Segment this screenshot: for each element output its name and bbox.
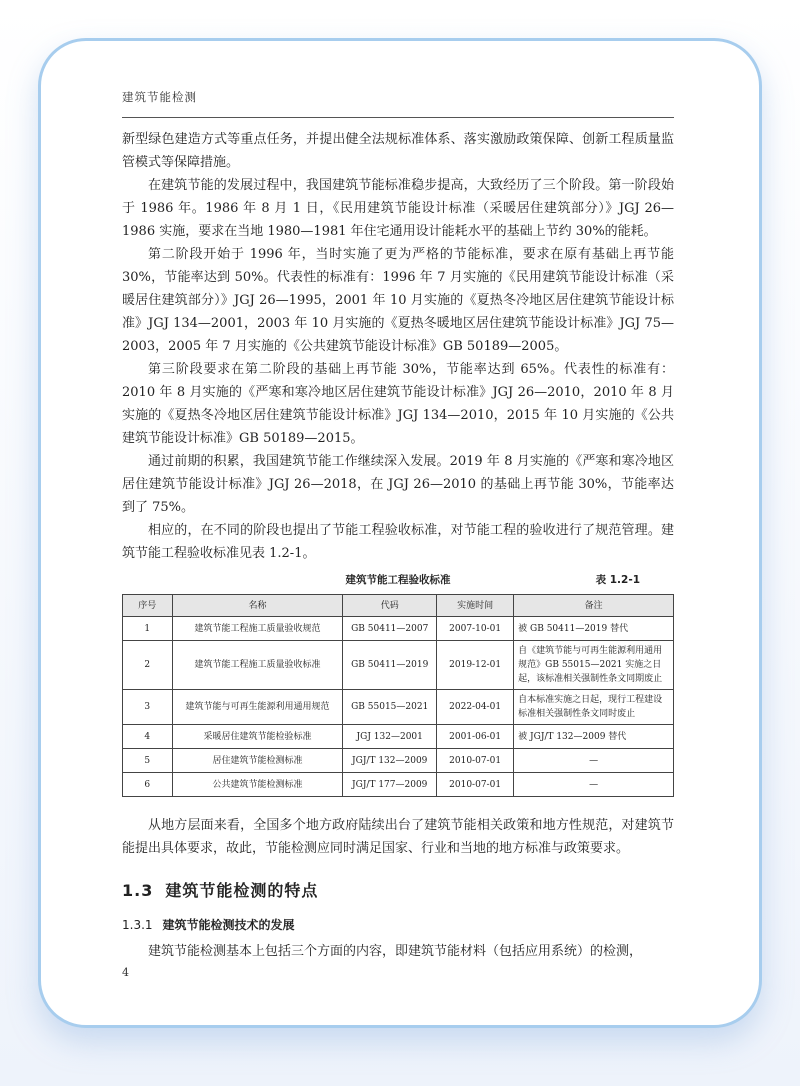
cell-date: 2022-04-01 — [437, 690, 514, 725]
cell-date: 2010-07-01 — [437, 773, 514, 797]
cell-index: 1 — [123, 617, 173, 641]
body-paragraph: 在建筑节能的发展过程中，我国建筑节能标准稳步提高，大致经历了三个阶段。第一阶段始于 1986 年。1986 年 8 月 1 日，《民用建筑节能设计标准（采暖居住建筑部分）》JGJ 26—1986 实施，要求在当地 1980—1981 年住宅通用设计能耗水平的基础上节约 30%的能耗。 — [122, 178, 674, 239]
cell-date: 2019-12-01 — [437, 641, 514, 690]
cell-name: 居住建筑节能检测标准 — [172, 749, 343, 773]
table-caption — [122, 571, 674, 589]
page-number: 4 — [122, 966, 129, 979]
subsection-heading — [122, 912, 674, 938]
cell-date: 2001-06-01 — [437, 725, 514, 749]
table-row — [123, 773, 674, 797]
column-header: 名称 — [172, 595, 343, 617]
cell-code: GB 50411—2019 — [343, 641, 437, 690]
column-header: 实施时间 — [437, 595, 514, 617]
cell-code: JGJ/T 177—2009 — [343, 773, 437, 797]
cell-name: 公共建筑节能检测标准 — [172, 773, 343, 797]
body-paragraph: 第三阶段要求在第二阶段的基础上再节能 30%，节能率达到 65%。代表性的标准有：2010 年 8 月实施的《严寒和寒冷地区居住建筑节能设计标准》JGJ 26—2010，2010 年 8 月实施的《夏热冬冷地区居住建筑节能设计标准》JGJ 134—2010，2015 年 10 月实施的《公共建筑节能设计标准》GB 50189—2015。 — [122, 362, 674, 446]
standards-table — [122, 594, 674, 797]
book-page — [122, 86, 674, 986]
cell-note: 自本标准实施之日起，现行工程建设标准相关强制性条文同时废止 — [514, 690, 674, 725]
table-title: 建筑节能工程验收标准 — [345, 574, 451, 586]
cell-date: 2010-07-01 — [437, 749, 514, 773]
table-row — [123, 690, 674, 725]
body-paragraph: 新型绿色建造方式等重点任务，并提出健全法规标准体系、落实激励政策保障、创新工程质量监管模式等保障措施。 — [122, 132, 674, 170]
cell-name: 建筑节能与可再生能源利用通用规范 — [172, 690, 343, 725]
intro-paragraphs — [122, 128, 674, 565]
section-number: 1.3 — [122, 881, 154, 900]
cell-index: 2 — [123, 641, 173, 690]
body-paragraph: 从地方层面来看，全国多个地方政府陆续出台了建筑节能相关政策和地方性规范，对建筑节能提出具体要求，故此，节能检测应同时满足国家、行业和当地的地方标准与政策要求。 — [122, 818, 674, 856]
cell-code: GB 55015—2021 — [343, 690, 437, 725]
table-number: 表 1.2-1 — [595, 574, 640, 586]
cell-name: 采暖居住建筑节能检验标准 — [172, 725, 343, 749]
table-row — [123, 749, 674, 773]
table-row — [123, 725, 674, 749]
cell-note: 自《建筑节能与可再生能源利用通用规范》GB 55015—2021 实施之日起，该标准相关强制性条文同期废止 — [514, 641, 674, 690]
table-row — [123, 641, 674, 690]
cell-index: 6 — [123, 773, 173, 797]
cell-index: 5 — [123, 749, 173, 773]
cell-note: 被 GB 50411—2019 替代 — [514, 617, 674, 641]
body-paragraph: 相应的，在不同的阶段也提出了节能工程验收标准，对节能工程的验收进行了规范管理。建筑节能工程验收标准见表 1.2-1。 — [122, 523, 674, 561]
table-row — [123, 617, 674, 641]
cell-code: GB 50411—2007 — [343, 617, 437, 641]
cell-index: 3 — [123, 690, 173, 725]
cell-code: JGJ/T 132—2009 — [343, 749, 437, 773]
column-header: 代码 — [343, 595, 437, 617]
cell-index: 4 — [123, 725, 173, 749]
cell-note: 被 JGJ/T 132—2009 替代 — [514, 725, 674, 749]
cell-note: — — [514, 749, 674, 773]
subsection-title: 建筑节能检测技术的发展 — [162, 918, 295, 932]
section-heading — [122, 876, 674, 906]
body-paragraph: 通过前期的积累，我国建筑节能工作继续深入发展。2019 年 8 月实施的《严寒和寒冷地区居住建筑节能设计标准》JGJ 26—2018，在 JGJ 26—2010 的基础上再节能 30%，节能率达到了 75%。 — [122, 454, 674, 515]
column-header: 备注 — [514, 595, 674, 617]
cell-note: — — [514, 773, 674, 797]
cell-name: 建筑节能工程施工质量验收标准 — [172, 641, 343, 690]
body-paragraph: 建筑节能检测基本上包括三个方面的内容，即建筑节能材料（包括应用系统）的检测， — [148, 944, 643, 959]
section-title: 建筑节能检测的特点 — [165, 881, 319, 900]
column-header: 序号 — [123, 595, 173, 617]
table-header-row — [123, 595, 674, 617]
cell-name: 建筑节能工程施工质量验收规范 — [172, 617, 343, 641]
subsection-number: 1.3.1 — [122, 918, 153, 932]
cell-date: 2007-10-01 — [437, 617, 514, 641]
running-header: 建筑节能检测 — [122, 86, 674, 118]
cell-code: JGJ 132—2001 — [343, 725, 437, 749]
body-paragraph: 第二阶段开始于 1996 年，当时实施了更为严格的节能标准，要求在原有基础上再节能 30%，节能率达到 50%。代表性的标准有：1996 年 7 月实施的《民用建筑节能设计标准（采暖居住建筑部分）》JGJ 26—1995，2001 年 10 月实施的《夏热冬冷地区居住建筑节能设计标准》JGJ 134—2001，2003 年 10 月实施的《夏热冬暖地区居住建筑节能设计标准》JGJ 75—2003，2005 年 7 月实施的《公共建筑节能设计标准》GB 50189—2005。 — [122, 247, 674, 354]
